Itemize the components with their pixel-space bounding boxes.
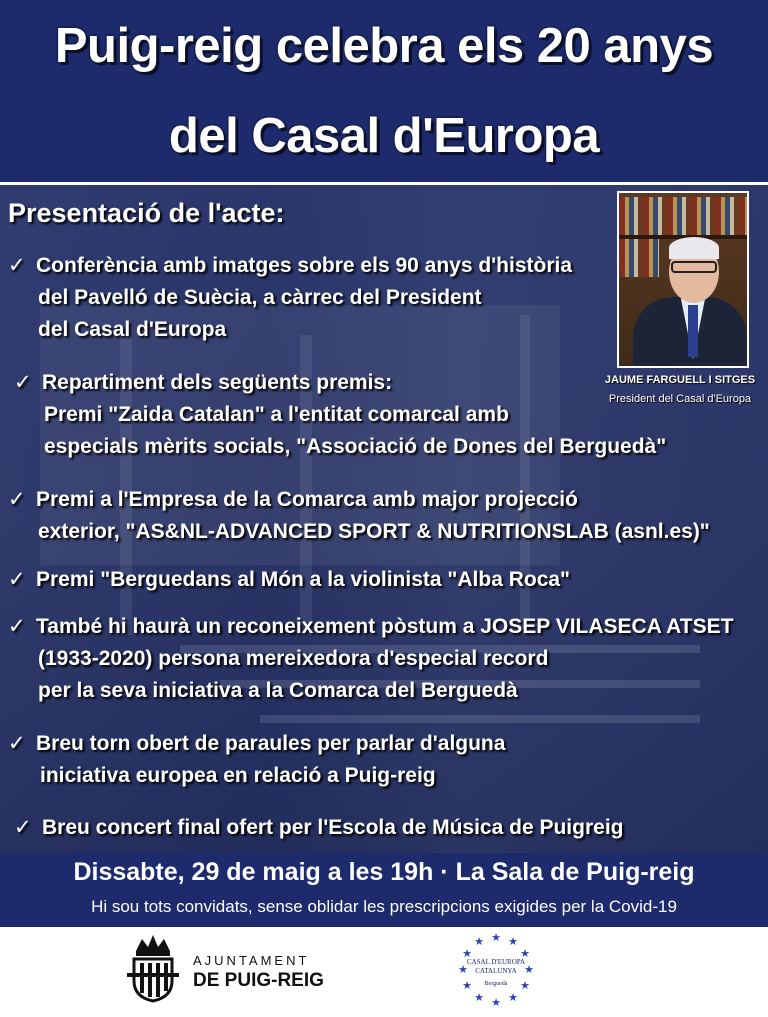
svg-text:★: ★ <box>458 963 468 976</box>
svg-text:★: ★ <box>491 931 501 944</box>
program-item-3 <box>8 484 710 548</box>
svg-text:★: ★ <box>520 947 530 960</box>
ajuntament-line-1: AJUNTAMENT <box>193 953 310 968</box>
program-item-4 <box>8 564 570 596</box>
checkmark-icon: ✓ <box>14 816 32 839</box>
title-line-2: del Casal d'Europa <box>168 109 600 163</box>
program-item-5 <box>8 611 733 707</box>
svg-text:★: ★ <box>491 996 501 1009</box>
portrait-name: JAUME FARGUELL I SITGES <box>604 374 756 386</box>
checkmark-icon: ✓ <box>8 254 26 277</box>
item-text: Premi a l'Empresa de la Comarca amb major projecció <box>36 488 578 511</box>
program-item-7 <box>8 812 623 844</box>
item-text: Conferència amb imatges sobre els 90 anys d'història <box>36 254 573 277</box>
item-text: iniciativa europea en relació a Puig-reig <box>40 764 436 787</box>
svg-text:★: ★ <box>474 935 484 948</box>
svg-text:★: ★ <box>508 935 518 948</box>
checkmark-icon: ✓ <box>8 615 26 638</box>
item-text: per la seva iniciativa a la Comarca del Berguedà <box>38 679 518 702</box>
item-text: També hi haurà un reconeixement pòstum a JOSEP VILASECA ATSET <box>36 615 734 638</box>
svg-text:★: ★ <box>508 991 518 1004</box>
item-text: del Casal d'Europa <box>38 318 227 341</box>
program-item-1 <box>8 250 572 346</box>
item-text: Premi "Zaida Catalan" a l'entitat comarcal amb <box>44 403 509 426</box>
item-text: del Pavelló de Suècia, a càrrec del President <box>38 286 482 309</box>
casal-line-3: Berguedà <box>484 981 508 987</box>
invitation-text: Hi sou tots convidats, sense oblidar les prescripcions exigides per la Covid-19 <box>91 897 677 916</box>
item-text: especials mèrits socials, "Associació de Dones del Berguedà" <box>44 435 667 458</box>
intro-heading: Presentació de l'acte: <box>8 198 285 228</box>
checkmark-icon: ✓ <box>8 732 26 755</box>
item-text: Premi "Berguedans al Món a la violinista "Alba Roca" <box>36 568 571 591</box>
item-text: Breu concert final ofert per l'Escola de Música de Puigreig <box>42 816 624 839</box>
program-item-2 <box>8 367 666 463</box>
svg-text:★: ★ <box>462 947 472 960</box>
portrait-photo <box>617 191 749 368</box>
checkmark-icon: ✓ <box>8 488 26 511</box>
checkmark-icon: ✓ <box>14 371 32 394</box>
svg-text:★: ★ <box>474 991 484 1004</box>
svg-text:★: ★ <box>524 963 534 976</box>
portrait-role: President del Casal d'Europa <box>608 393 752 405</box>
item-text: exterior, "AS&NL-ADVANCED SPORT & NUTRITIONSLAB (asnl.es)" <box>38 520 710 543</box>
item-text: Breu torn obert de paraules per parlar d'alguna <box>36 732 506 755</box>
svg-text:★: ★ <box>462 979 472 992</box>
casal-line-1: CASAL D'EUROPA <box>466 958 526 966</box>
item-text: Repartiment dels següents premis: <box>42 371 393 394</box>
svg-text:★: ★ <box>520 979 530 992</box>
event-date: Dissabte, 29 de maig a les 19h · La Sala de Puig-reig <box>73 858 695 886</box>
item-text: (1933-2020) persona mereixedora d'especial record <box>38 647 549 670</box>
ajuntament-crest-icon <box>126 933 180 1003</box>
casal-line-2: CATALUNYA <box>475 967 517 975</box>
program-item-6 <box>8 728 505 792</box>
checkmark-icon: ✓ <box>8 568 26 591</box>
title-line-1: Puig-reig celebra els 20 anys <box>54 19 714 73</box>
ajuntament-line-2: DE PUIG-REIG <box>193 970 324 991</box>
